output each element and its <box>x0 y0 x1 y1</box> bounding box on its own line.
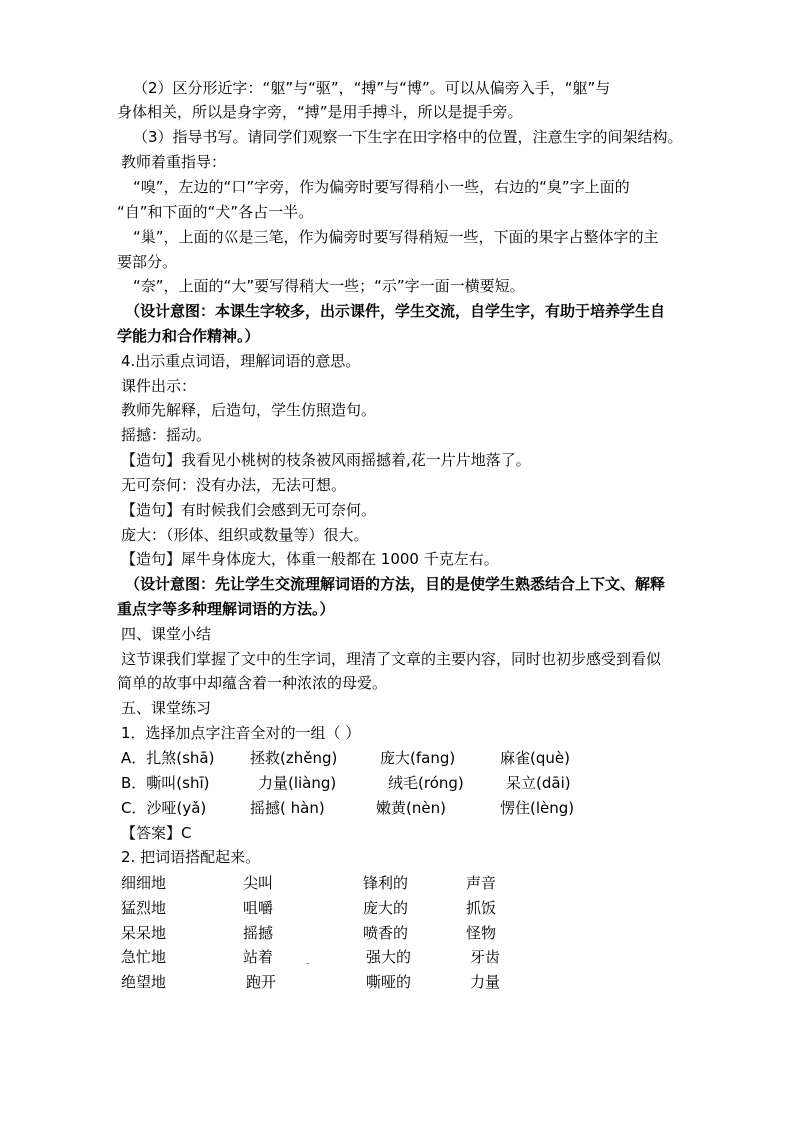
match-adjective: 庞大的 <box>363 899 409 917</box>
design-intent-note: 重点字等多种理解词语的方法。） <box>117 600 335 618</box>
match-noun: 力量 <box>470 973 501 991</box>
paragraph-line: “嗅”，左边的“口”字旁，作为偏旁时要写得稍小一些，右边的“臭”字上面的 <box>133 178 630 196</box>
match-noun: 抓饭 <box>466 899 497 917</box>
paragraph-line: 简单的故事中却蕴含着一种浓浓的母爱。 <box>117 674 388 692</box>
example-sentence: 【造句】犀牛身体庞大，体重一般都在 1000 千克左右。 <box>121 550 499 568</box>
match-adverb: 细细地 <box>121 874 167 892</box>
design-intent-note: （设计意图：本课生字较多，出示课件，学生交流，自学生字，有助于培养学生自 <box>125 302 666 320</box>
vocab-definition: 摇撼：摇动。 <box>121 426 212 444</box>
question-stem: 1．选择加点字注音全对的一组（ ） <box>121 724 361 742</box>
match-noun: 怪物 <box>466 924 497 942</box>
section-heading: 四、课堂小结 <box>121 625 212 643</box>
match-verb: 尖叫 <box>243 874 274 892</box>
option-c-word2: 摇撼( hàn) <box>250 799 325 817</box>
option-a-word1: A．扎煞(shā) <box>121 749 215 767</box>
option-b-word3: 绒毛(róng) <box>388 774 464 792</box>
option-c-word4: 愣住(lèng) <box>500 799 575 817</box>
answer-line: 【答案】C <box>121 824 192 842</box>
paragraph-line: “奈”，上面的“大”要写得稍大一些；“示”字一面一横要短。 <box>133 277 525 295</box>
paragraph-line: （3）指导书写。请同学们观察一下生字在田字格中的位置，注意生字的间架结构。 <box>133 128 683 146</box>
section-heading: 五、课堂练习 <box>121 699 212 717</box>
paragraph-line: “自”和下面的“犬”各占一半。 <box>117 203 314 221</box>
match-adverb: 绝望地 <box>121 973 167 991</box>
option-a-word4: 麻雀(què) <box>500 749 570 767</box>
question-stem: 2. 把词语搭配起来。 <box>121 848 261 866</box>
paragraph-line: 这节课我们掌握了文中的生字词，理清了文章的主要内容，同时也初步感受到看似 <box>121 650 662 668</box>
paragraph-line: “巢”，上面的巛是三笔，作为偏旁时要写得稍短一些，下面的果字占整体字的主 <box>133 228 659 246</box>
match-verb: 跑开 <box>246 973 277 991</box>
paragraph-line: 要部分。 <box>117 253 178 271</box>
vocab-definition: 庞大：（形体、组织或数量等）很大。 <box>121 526 369 544</box>
design-intent-note: 学能力和合作精神。） <box>117 327 260 345</box>
paragraph-line: 教师着重指导： <box>121 153 227 171</box>
match-adverb: 猛烈地 <box>121 899 167 917</box>
paragraph-line: 课件出示： <box>121 377 197 395</box>
match-noun: 声音 <box>466 874 497 892</box>
match-adjective: 强大的 <box>366 948 412 966</box>
match-adverb: 急忙地 <box>121 948 167 966</box>
paragraph-line: 身体相关，所以是身字旁，“搏”是用手搏斗，所以是提手旁。 <box>117 103 523 121</box>
option-b-word4: 呆立(dāi) <box>506 774 571 792</box>
vocab-definition: 无可奈何：没有办法，无法可想。 <box>121 476 347 494</box>
option-c-word3: 嫩黄(nèn) <box>376 799 446 817</box>
section-step: 4.出示重点词语，理解词语的意思。 <box>121 352 361 370</box>
paragraph-line: 教师先解释，后造句，学生仿照造句。 <box>121 401 377 419</box>
match-verb: 站着 <box>243 948 274 966</box>
option-b-word1: B．嘶叫(shī) <box>121 774 210 792</box>
match-adverb: 呆呆地 <box>121 924 167 942</box>
design-intent-note: （设计意图：先让学生交流理解词语的方法，目的是使学生熟悉结合上下文、解释 <box>125 575 666 593</box>
match-verb: 摇撼 <box>243 924 274 942</box>
match-adjective: 喷香的 <box>363 924 409 942</box>
match-verb: 咀嚼 <box>243 899 274 917</box>
example-sentence: 【造句】我看见小桃树的枝条被风雨摇撼着,花一片片地落了。 <box>121 451 531 469</box>
option-a-word2: 拯救(zhěng) <box>250 749 338 767</box>
example-sentence: 【造句】有时候我们会感到无可奈何。 <box>121 501 377 519</box>
option-a-word3: 庞大(fang) <box>380 749 456 767</box>
paragraph-line: （2）区分形近字：“躯”与“驱”，“搏”与“博”。可以从偏旁入手，“躯”与 <box>133 79 611 97</box>
option-b-word2: 力量(liàng) <box>258 774 337 792</box>
match-adjective: 嘶哑的 <box>366 973 412 991</box>
match-adjective: 锋利的 <box>363 874 409 892</box>
stray-mark <box>306 963 309 964</box>
option-c-word1: C．沙哑(yǎ) <box>121 799 207 817</box>
match-noun: 牙齿 <box>470 948 501 966</box>
